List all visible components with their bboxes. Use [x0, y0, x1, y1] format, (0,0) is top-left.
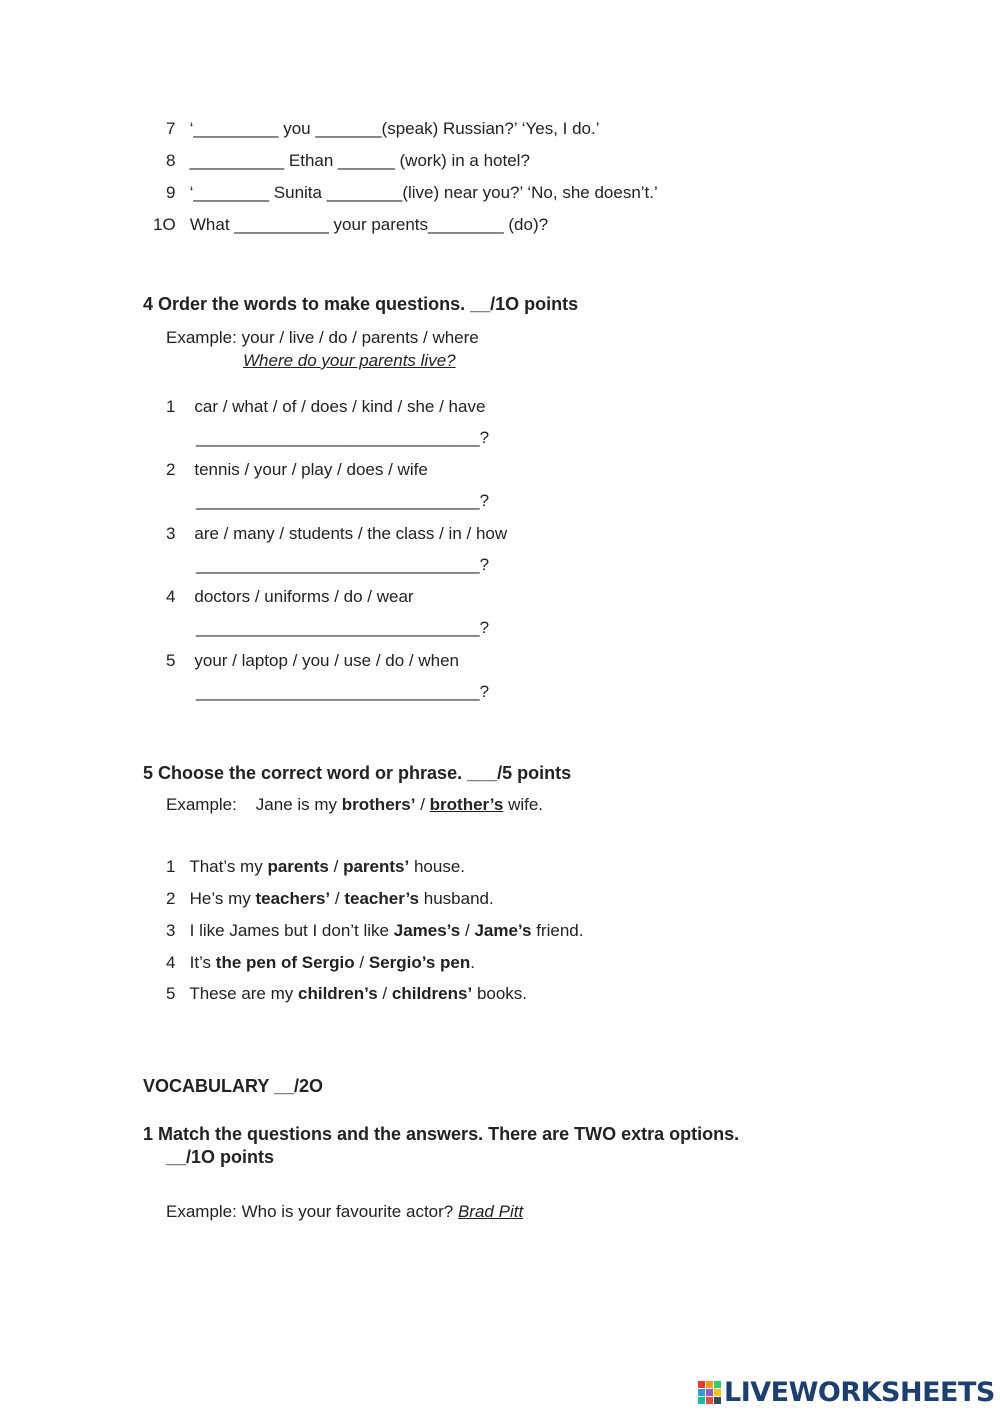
option-1[interactable]: the pen of Sergio [215, 953, 355, 972]
ex4-item-5 [166, 650, 459, 672]
ex4-answer-blank-4[interactable]: ______________________________? [196, 618, 490, 637]
item-text: ‘_________ you _______(speak) Russian?’ ‘Yes, I do.’ [189, 119, 600, 138]
logo-square [714, 1381, 721, 1388]
ex4-answer-blank-5[interactable]: ______________________________? [196, 682, 490, 701]
item-number: 4 [166, 953, 176, 972]
vocab-ex1-points: __/1O points [166, 1147, 275, 1167]
ex5-item-2 [166, 888, 494, 910]
item-text: your / laptop / you / use / do / when [194, 651, 459, 670]
ex3-item-8 [166, 150, 530, 172]
separator: / [420, 795, 425, 814]
option-1: brothers’ [341, 795, 416, 814]
item-text: doctors / uniforms / do / wear [194, 587, 414, 606]
ex4-example: Example: your / live / do / parents / where [166, 328, 479, 347]
example-text-end: wife. [508, 795, 544, 814]
logo-text: LIVEWORKSHEETS [724, 1376, 995, 1408]
ex4-answer-blank-1[interactable]: ______________________________? [196, 428, 490, 447]
ex5-example [166, 794, 543, 816]
item-text: ‘________ Sunita ________(live) near you?’ ‘No, she doesn’t.’ [189, 183, 658, 202]
option-1[interactable]: children’s [298, 984, 378, 1003]
item-number: 5 [166, 651, 176, 670]
ex5-item-3 [166, 920, 583, 942]
ex5-item-5 [166, 983, 527, 1005]
item-text: __________ Ethan ______ (work) in a hotel? [189, 151, 530, 170]
example-label: Example: [166, 795, 237, 814]
ex3-item-7 [166, 118, 600, 140]
liveworksheets-logo [698, 1375, 995, 1409]
item-number: 2 [166, 889, 176, 908]
item-text-end: . [470, 953, 475, 972]
item-text: He’s my [189, 889, 251, 908]
item-number: 9 [166, 183, 176, 202]
option-2[interactable]: Sergio’s pen [368, 953, 471, 972]
item-text-end: house. [413, 857, 465, 876]
logo-square [714, 1389, 721, 1396]
ex3-item-10 [153, 214, 548, 236]
ex5-heading: 5 Choose the correct word or phrase. ___/5 points [143, 763, 572, 783]
separator: / [359, 953, 365, 972]
vocab-ex1-heading: 1 Match the questions and the answers. There are TWO extra options. [143, 1124, 740, 1144]
logo-square [706, 1389, 713, 1396]
ex4-item-2 [166, 459, 428, 481]
item-text: It’s [189, 953, 212, 972]
item-text-end: friend. [536, 921, 584, 940]
ex4-heading: 4 Order the words to make questions. __/1O points [143, 294, 579, 314]
ex4-item-1 [166, 396, 485, 418]
item-number: 1 [166, 397, 176, 416]
option-2[interactable]: childrens’ [391, 984, 473, 1003]
option-2[interactable]: teacher’s [344, 889, 420, 908]
item-number: 5 [166, 984, 176, 1003]
item-text-end: books. [476, 984, 528, 1003]
ex4-item-4 [166, 586, 414, 608]
option-2-selected: brother’s [429, 795, 504, 814]
vocab-example [166, 1201, 523, 1223]
ex4-answer-blank-3[interactable]: ______________________________? [196, 555, 490, 574]
item-number: 1 [166, 857, 176, 876]
logo-grid-icon [698, 1381, 721, 1404]
logo-square [698, 1389, 705, 1396]
separator: / [382, 984, 388, 1003]
item-text: That’s my [189, 857, 263, 876]
item-text: tennis / your / play / does / wife [194, 460, 428, 479]
option-2[interactable]: parents’ [343, 857, 410, 876]
option-1[interactable]: James’s [393, 921, 461, 940]
option-2[interactable]: Jame’s [474, 921, 532, 940]
logo-square [706, 1397, 713, 1404]
logo-square [698, 1397, 705, 1404]
ex4-item-3 [166, 523, 507, 545]
item-text: car / what / of / does / kind / she / have [194, 397, 486, 416]
ex4-example-answer: Where do your parents live? [243, 351, 456, 370]
item-text: What __________ your parents________ (do)? [189, 215, 549, 234]
ex5-item-1 [166, 856, 465, 878]
item-number: 3 [166, 921, 176, 940]
ex5-item-4 [166, 952, 475, 974]
item-text-end: husband. [423, 889, 494, 908]
item-number: 7 [166, 119, 176, 138]
example-answer: Brad Pitt [457, 1202, 524, 1221]
option-1[interactable]: teachers’ [255, 889, 331, 908]
logo-square [706, 1381, 713, 1388]
item-number: 3 [166, 524, 176, 543]
item-text: are / many / students / the class / in / how [194, 524, 508, 543]
item-number: 4 [166, 587, 176, 606]
item-text: I like James but I don’t like [189, 921, 390, 940]
item-number: 8 [166, 151, 176, 170]
separator: / [333, 857, 339, 876]
item-number: 2 [166, 460, 176, 479]
item-number: 1O [153, 215, 176, 234]
ex3-item-9 [166, 182, 658, 204]
logo-square [698, 1381, 705, 1388]
item-text: These are my [189, 984, 294, 1003]
separator: / [334, 889, 340, 908]
logo-square [714, 1397, 721, 1404]
separator: / [464, 921, 470, 940]
example-text: Example: Who is your favourite actor? [166, 1202, 454, 1221]
ex4-answer-blank-2[interactable]: ______________________________? [196, 491, 490, 510]
vocabulary-title: VOCABULARY __/2O [143, 1076, 324, 1096]
example-text: Jane is my [255, 795, 338, 814]
option-1[interactable]: parents [267, 857, 329, 876]
